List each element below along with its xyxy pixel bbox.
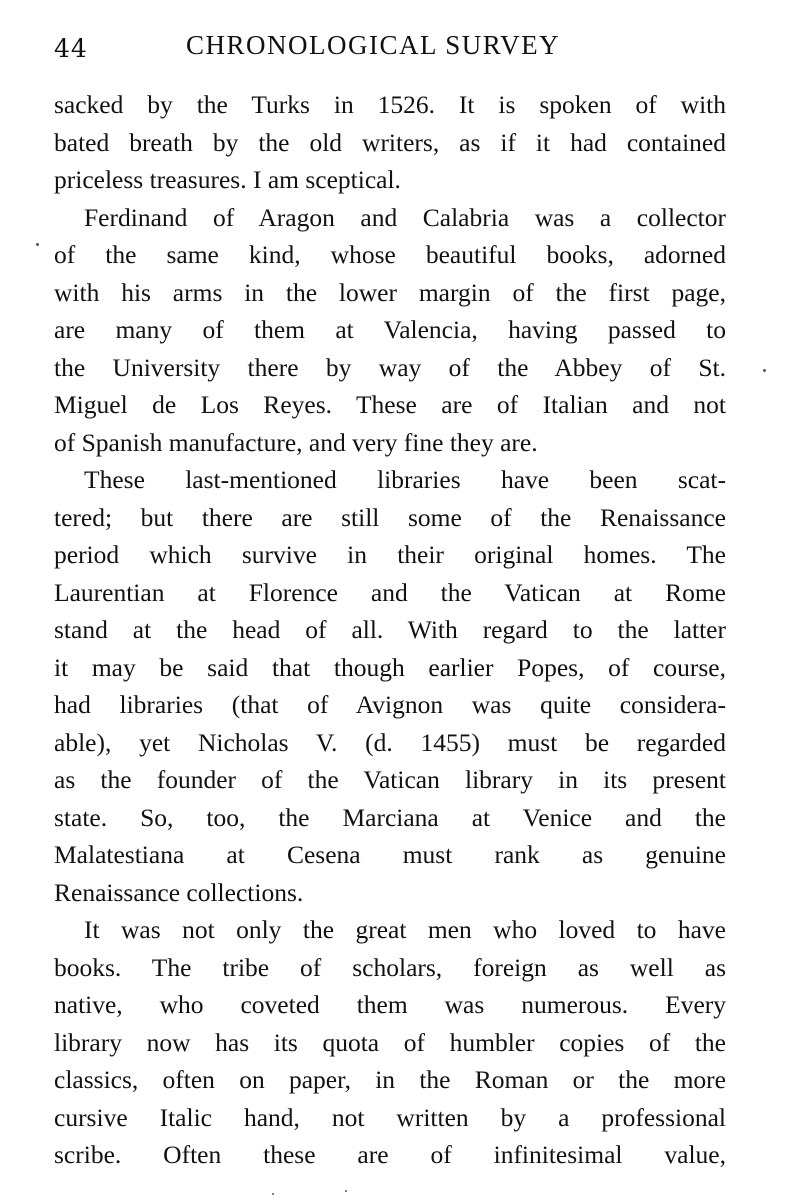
text-line: cursive Italic hand, not written by a professional: [54, 1102, 726, 1132]
text-line: period which survive in their original homes. The: [54, 540, 726, 569]
text-line: scribe. Often these are of infinitesimal value,: [54, 1140, 726, 1169]
text-line: library now has its quota of humbler copies of the: [54, 1027, 726, 1057]
paragraph: [54, 199, 726, 462]
text-line: stand at the head of all. With regard to the latter: [54, 615, 726, 644]
text-line: Miguel de Los Reyes. These are of Italian and not: [54, 390, 726, 419]
text-line: tered; but there are still some of the Renaissance: [54, 502, 726, 532]
text-line: had libraries (that of Avignon was quite considera-: [54, 690, 726, 719]
page-header: [54, 30, 726, 70]
text-line: able), yet Nicholas V. (d. 1455) must be regarded: [54, 727, 726, 757]
scan-speck: [763, 369, 766, 372]
text-line: of Spanish manufacture, and very fine they are.: [54, 427, 538, 457]
text-line: priceless treasures. I am sceptical.: [54, 165, 401, 194]
text-line: Renaissance collections.: [54, 877, 304, 907]
text-line: of the same kind, whose beautiful books, adorned: [54, 240, 726, 269]
text-line: native, who coveted them was numerous. Every: [54, 990, 726, 1019]
page-number: 44: [54, 34, 88, 63]
scan-speck: [36, 243, 39, 246]
scan-speck: [272, 1193, 274, 1195]
text-line: Laurentian at Florence and the Vatican at Rome: [54, 577, 726, 607]
paragraph: [54, 86, 726, 199]
text-line: Ferdinand of Aragon and Calabria was a collector: [84, 202, 726, 232]
text-line: the University there by way of the Abbey of St.: [54, 352, 726, 382]
text-line: with his arms in the lower margin of the first page,: [54, 277, 726, 307]
paragraph: [54, 911, 726, 1174]
text-line: Malatestiana at Cesena must rank as genuine: [54, 840, 726, 869]
scan-speck: [345, 1190, 347, 1192]
text-line: It was not only the great men who loved to have: [84, 915, 726, 944]
text-line: These last-mentioned libraries have been scat-: [84, 465, 726, 494]
text-line: state. So, too, the Marciana at Venice and the: [54, 802, 726, 832]
paragraph: [54, 461, 726, 911]
text-line: classics, often on paper, in the Roman or the more: [54, 1065, 726, 1094]
text-line: are many of them at Valencia, having passed to: [54, 315, 726, 344]
text-line: as the founder of the Vatican library in its present: [54, 765, 726, 794]
text-line: it may be said that though earlier Popes, of course,: [54, 652, 726, 682]
text-line: sacked by the Turks in 1526. It is spoken of with: [54, 90, 726, 119]
text-line: bated breath by the old writers, as if it had contained: [54, 127, 726, 157]
body-text: [54, 86, 726, 1174]
running-head: CHRONOLOGICAL SURVEY: [186, 30, 561, 60]
text-line: books. The tribe of scholars, foreign as well as: [54, 952, 726, 982]
